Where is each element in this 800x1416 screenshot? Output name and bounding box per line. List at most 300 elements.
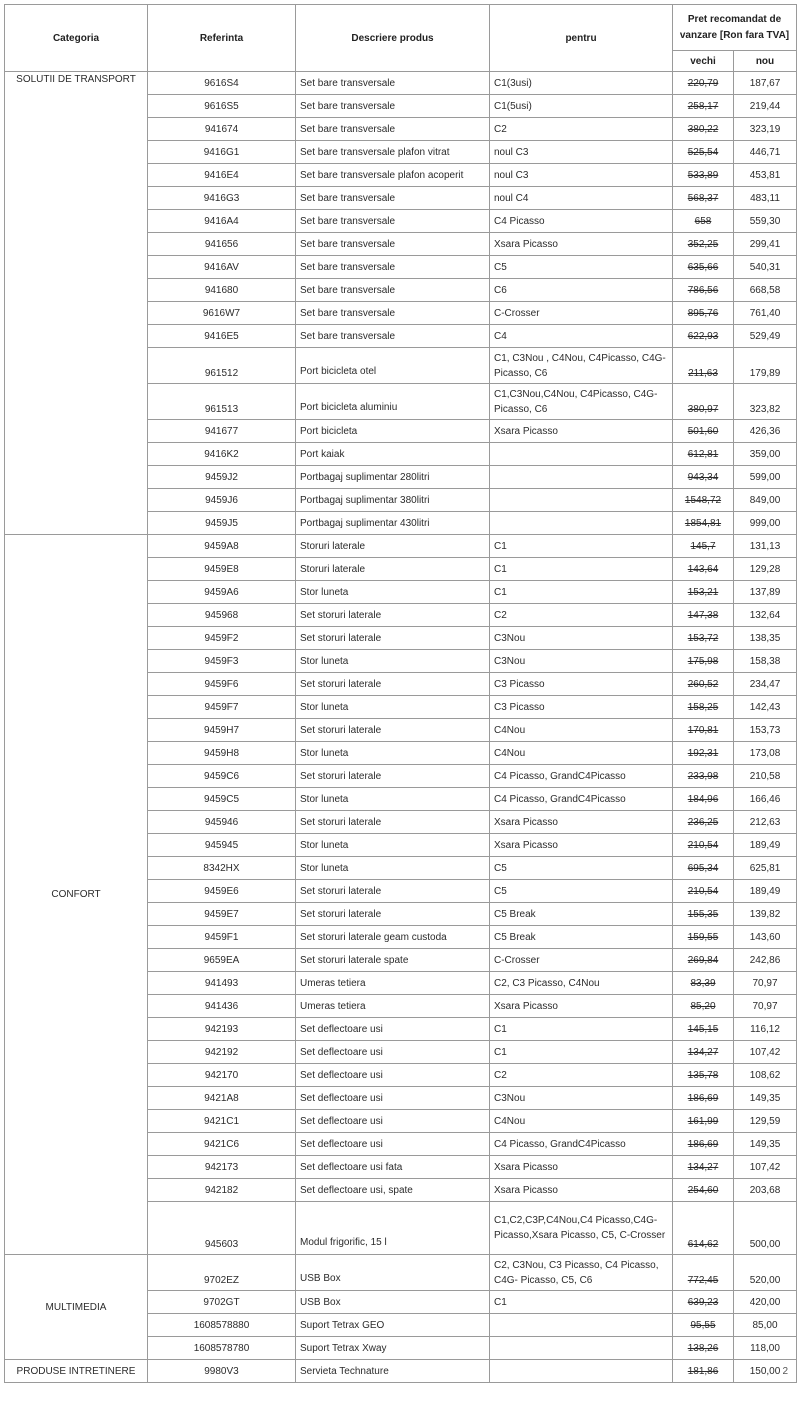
- reference-code: 9421C6: [148, 1133, 296, 1156]
- product-description: Stor luneta: [296, 742, 490, 765]
- category-cell: MULTIMEDIA: [5, 1255, 148, 1360]
- reference-code: 9702EZ: [148, 1255, 296, 1291]
- category-cell: PRODUSE INTRETINERE: [5, 1360, 148, 1383]
- old-price: 525,54: [687, 146, 719, 158]
- reference-code: 9459H8: [148, 742, 296, 765]
- product-description: Set bare transversale plafon vitrat: [296, 141, 490, 164]
- reference-code: 9421C1: [148, 1110, 296, 1133]
- product-description: Set storuri laterale geam custoda: [296, 926, 490, 949]
- new-price: 999,00: [734, 512, 797, 535]
- table-row: [5, 1255, 797, 1291]
- product-description: Storuri laterale: [296, 535, 490, 558]
- reference-code: 9659EA: [148, 949, 296, 972]
- reference-code: 8342HX: [148, 857, 296, 880]
- product-description: Umeras tetiera: [296, 972, 490, 995]
- reference-code: 942193: [148, 1018, 296, 1041]
- new-price: 118,00: [734, 1337, 797, 1360]
- compatible-models: C1: [490, 1291, 673, 1314]
- reference-code: 9459F6: [148, 673, 296, 696]
- old-price: 170,81: [687, 724, 719, 736]
- old-price: 352,25: [687, 238, 719, 250]
- reference-code: 9616S5: [148, 95, 296, 118]
- old-price: 158,25: [687, 701, 719, 713]
- old-price-cell: [673, 926, 734, 949]
- old-price: 186,69: [687, 1092, 719, 1104]
- old-price-cell: [673, 489, 734, 512]
- new-price: 849,00: [734, 489, 797, 512]
- old-price-cell: [673, 719, 734, 742]
- product-description: Stor luneta: [296, 857, 490, 880]
- reference-code: 961513: [148, 384, 296, 420]
- new-price: 107,42: [734, 1156, 797, 1179]
- product-description: Port kaiak: [296, 443, 490, 466]
- compatible-models: noul C4: [490, 187, 673, 210]
- old-price: 135,78: [687, 1069, 719, 1081]
- old-price-cell: [673, 325, 734, 348]
- reference-code: 941436: [148, 995, 296, 1018]
- old-price-cell: [673, 72, 734, 95]
- compatible-models: [490, 443, 673, 466]
- new-price: 70,97: [734, 995, 797, 1018]
- old-price-cell: [673, 1360, 734, 1383]
- old-price: 147,38: [687, 609, 719, 621]
- category-cell: CONFORT: [5, 535, 148, 1255]
- product-description: Port bicicleta: [296, 420, 490, 443]
- new-price: 187,67: [734, 72, 797, 95]
- reference-code: 941656: [148, 233, 296, 256]
- reference-code: 9459H7: [148, 719, 296, 742]
- product-description: Set storuri laterale: [296, 811, 490, 834]
- reference-code: 9459F3: [148, 650, 296, 673]
- old-price-cell: [673, 164, 734, 187]
- compatible-models: Xsara Picasso: [490, 995, 673, 1018]
- compatible-models: C1(5usi): [490, 95, 673, 118]
- new-price: 323,19: [734, 118, 797, 141]
- reference-code: 9416K2: [148, 443, 296, 466]
- compatible-models: C4: [490, 325, 673, 348]
- compatible-models: Xsara Picasso: [490, 233, 673, 256]
- reference-code: 945945: [148, 834, 296, 857]
- product-description: Set deflectoare usi: [296, 1064, 490, 1087]
- product-description: Set deflectoare usi: [296, 1133, 490, 1156]
- new-price: 500,00: [734, 1202, 797, 1255]
- reference-code: 9459F7: [148, 696, 296, 719]
- old-price-cell: [673, 302, 734, 325]
- old-price: 236,25: [687, 816, 719, 828]
- new-price: 189,49: [734, 880, 797, 903]
- product-description: Suport Tetrax Xway: [296, 1337, 490, 1360]
- old-price: 138,26: [687, 1342, 719, 1354]
- product-description: Set storuri laterale: [296, 604, 490, 627]
- old-price: 895,76: [687, 307, 719, 319]
- old-price: 639,23: [687, 1296, 719, 1308]
- product-description: Set bare transversale: [296, 279, 490, 302]
- product-description: Set storuri laterale: [296, 765, 490, 788]
- product-description: Set deflectoare usi: [296, 1110, 490, 1133]
- compatible-models: C4Nou: [490, 1110, 673, 1133]
- old-price-cell: [673, 384, 734, 420]
- new-price: 107,42: [734, 1041, 797, 1064]
- old-price: 175,98: [687, 655, 719, 667]
- old-price-cell: [673, 1087, 734, 1110]
- old-price: 134,27: [687, 1046, 719, 1058]
- reference-code: 945603: [148, 1202, 296, 1255]
- product-description: Set storuri laterale: [296, 719, 490, 742]
- new-price: 150,00: [734, 1360, 797, 1383]
- product-description: Set deflectoare usi: [296, 1087, 490, 1110]
- product-description: Set deflectoare usi: [296, 1018, 490, 1041]
- product-description: Port bicicleta aluminiu: [296, 384, 490, 420]
- compatible-models: C-Crosser: [490, 302, 673, 325]
- old-price: 786,56: [687, 284, 719, 296]
- compatible-models: C3Nou: [490, 1087, 673, 1110]
- compatible-models: [490, 1337, 673, 1360]
- product-description: Servieta Technature: [296, 1360, 490, 1383]
- product-description: Set bare transversale: [296, 256, 490, 279]
- reference-code: 9416A4: [148, 210, 296, 233]
- reference-code: 961512: [148, 348, 296, 384]
- compatible-models: C1(3usi): [490, 72, 673, 95]
- compatible-models: C2: [490, 604, 673, 627]
- product-description: Set bare transversale: [296, 302, 490, 325]
- product-description: Set bare transversale: [296, 233, 490, 256]
- compatible-models: C5: [490, 857, 673, 880]
- new-price: 139,82: [734, 903, 797, 926]
- compatible-models: Xsara Picasso: [490, 811, 673, 834]
- new-price: 599,00: [734, 466, 797, 489]
- old-price: 155,35: [687, 908, 719, 920]
- new-price: 212,63: [734, 811, 797, 834]
- reference-code: 9459A6: [148, 581, 296, 604]
- new-price: 299,41: [734, 233, 797, 256]
- compatible-models: C1,C3Nou,C4Nou, C4Picasso, C4G-Picasso, C6: [490, 384, 673, 420]
- old-price-cell: [673, 627, 734, 650]
- old-price-cell: [673, 742, 734, 765]
- old-price: 145,15: [687, 1023, 719, 1035]
- new-price: 426,36: [734, 420, 797, 443]
- old-price-cell: [673, 1041, 734, 1064]
- old-price: 211,63: [688, 368, 718, 379]
- header-new-price: nou: [734, 51, 797, 72]
- new-price: 149,35: [734, 1133, 797, 1156]
- old-price-cell: [673, 1255, 734, 1291]
- product-description: Set bare transversale plafon acoperit: [296, 164, 490, 187]
- old-price-cell: [673, 420, 734, 443]
- product-description: Set bare transversale: [296, 187, 490, 210]
- old-price-cell: [673, 466, 734, 489]
- product-description: Set bare transversale: [296, 72, 490, 95]
- new-price: 166,46: [734, 788, 797, 811]
- compatible-models: C1: [490, 558, 673, 581]
- old-price-cell: [673, 279, 734, 302]
- old-price-cell: [673, 1018, 734, 1041]
- compatible-models: Xsara Picasso: [490, 420, 673, 443]
- old-price: 220,79: [687, 77, 719, 89]
- compatible-models: C4Nou: [490, 719, 673, 742]
- product-description: Set bare transversale: [296, 325, 490, 348]
- product-description: Set deflectoare usi: [296, 1041, 490, 1064]
- reference-code: 941680: [148, 279, 296, 302]
- reference-code: 9459C6: [148, 765, 296, 788]
- old-price-cell: [673, 1179, 734, 1202]
- table-row: [5, 1360, 797, 1383]
- compatible-models: C-Crosser: [490, 949, 673, 972]
- old-price: 210,54: [687, 839, 719, 851]
- reference-code: 945946: [148, 811, 296, 834]
- old-price-cell: [673, 834, 734, 857]
- new-price: 129,59: [734, 1110, 797, 1133]
- new-price: 453,81: [734, 164, 797, 187]
- reference-code: 9416E4: [148, 164, 296, 187]
- compatible-models: Xsara Picasso: [490, 1179, 673, 1202]
- compatible-models: noul C3: [490, 164, 673, 187]
- reference-code: 9459E6: [148, 880, 296, 903]
- old-price: 159,55: [687, 931, 719, 943]
- compatible-models: C5: [490, 256, 673, 279]
- old-price: 501,60: [687, 425, 719, 437]
- new-price: 483,11: [734, 187, 797, 210]
- compatible-models: C4 Picasso, GrandC4Picasso: [490, 788, 673, 811]
- compatible-models: C1: [490, 581, 673, 604]
- old-price-cell: [673, 788, 734, 811]
- new-price: 446,71: [734, 141, 797, 164]
- old-price-cell: [673, 673, 734, 696]
- new-price: 540,31: [734, 256, 797, 279]
- new-price: 529,49: [734, 325, 797, 348]
- compatible-models: C5 Break: [490, 903, 673, 926]
- reference-code: 9459E8: [148, 558, 296, 581]
- product-description: Set storuri laterale: [296, 903, 490, 926]
- old-price: 695,34: [687, 862, 719, 874]
- new-price: 132,64: [734, 604, 797, 627]
- new-price: 173,08: [734, 742, 797, 765]
- reference-code: 1608578880: [148, 1314, 296, 1337]
- product-description: USB Box: [296, 1255, 490, 1291]
- old-price: 95,55: [690, 1319, 716, 1331]
- new-price: 137,89: [734, 581, 797, 604]
- old-price-cell: [673, 604, 734, 627]
- old-price-cell: [673, 880, 734, 903]
- reference-code: 9616S4: [148, 72, 296, 95]
- compatible-models: C2: [490, 118, 673, 141]
- reference-code: 9702GT: [148, 1291, 296, 1314]
- old-price-cell: [673, 443, 734, 466]
- reference-code: 9459F1: [148, 926, 296, 949]
- old-price-cell: [673, 857, 734, 880]
- compatible-models: C3Nou: [490, 627, 673, 650]
- new-price: 210,58: [734, 765, 797, 788]
- new-price: 108,62: [734, 1064, 797, 1087]
- compatible-models: C1: [490, 1018, 673, 1041]
- compatible-models: C1,C2,C3P,C4Nou,C4 Picasso,C4G-Picasso,Xsara Picasso, C5, C-Crosser: [490, 1202, 673, 1255]
- old-price-cell: [673, 903, 734, 926]
- old-price: 83,39: [690, 977, 716, 989]
- header-description: Descriere produs: [296, 5, 490, 72]
- compatible-models: C6: [490, 279, 673, 302]
- old-price: 658: [694, 215, 712, 227]
- reference-code: 9459F2: [148, 627, 296, 650]
- reference-code: 9459J5: [148, 512, 296, 535]
- product-description: Set deflectoare usi, spate: [296, 1179, 490, 1202]
- reference-code: 1608578780: [148, 1337, 296, 1360]
- old-price-cell: [673, 348, 734, 384]
- old-price: 943,34: [687, 471, 719, 483]
- new-price: 70,97: [734, 972, 797, 995]
- new-price: 234,47: [734, 673, 797, 696]
- old-price: 186,69: [687, 1138, 719, 1150]
- old-price-cell: [673, 765, 734, 788]
- old-price: 258,17: [687, 100, 719, 112]
- product-description: Stor luneta: [296, 788, 490, 811]
- old-price: 1854,81: [684, 517, 722, 529]
- reference-code: 942192: [148, 1041, 296, 1064]
- new-price: 116,12: [734, 1018, 797, 1041]
- old-price-cell: [673, 95, 734, 118]
- compatible-models: C5 Break: [490, 926, 673, 949]
- new-price: 138,35: [734, 627, 797, 650]
- table-row: [5, 72, 797, 95]
- new-price: 242,86: [734, 949, 797, 972]
- old-price: 380,22: [687, 123, 719, 135]
- header-for: pentru: [490, 5, 673, 72]
- product-description: Set storuri laterale: [296, 880, 490, 903]
- old-price: 143,64: [687, 563, 719, 575]
- product-description: Set bare transversale: [296, 118, 490, 141]
- compatible-models: [490, 466, 673, 489]
- new-price: 153,73: [734, 719, 797, 742]
- old-price-cell: [673, 811, 734, 834]
- compatible-models: C3 Picasso: [490, 673, 673, 696]
- old-price: 153,21: [687, 586, 719, 598]
- compatible-models: C1: [490, 535, 673, 558]
- old-price: 269,84: [687, 954, 719, 966]
- reference-code: 9459J2: [148, 466, 296, 489]
- old-price-cell: [673, 1133, 734, 1156]
- table-row: [5, 535, 797, 558]
- compatible-models: [490, 489, 673, 512]
- old-price-cell: [673, 650, 734, 673]
- compatible-models: C5: [490, 880, 673, 903]
- reference-code: 9416G1: [148, 141, 296, 164]
- old-price: 233,98: [687, 770, 719, 782]
- product-description: Portbagaj suplimentar 380litri: [296, 489, 490, 512]
- old-price-cell: [673, 558, 734, 581]
- product-description: Stor luneta: [296, 650, 490, 673]
- old-price: 1548,72: [684, 494, 722, 506]
- new-price: 179,89: [734, 348, 797, 384]
- reference-code: 9459A8: [148, 535, 296, 558]
- header-category: Categoria: [5, 5, 148, 72]
- old-price: 614,62: [687, 1239, 719, 1250]
- compatible-models: C2, C3Nou, C3 Picasso, C4 Picasso, C4G- Picasso, C5, C6: [490, 1255, 673, 1291]
- compatible-models: C4 Picasso: [490, 210, 673, 233]
- header-reference: Referinta: [148, 5, 296, 72]
- compatible-models: Xsara Picasso: [490, 1156, 673, 1179]
- old-price: 134,27: [687, 1161, 719, 1173]
- reference-code: 942173: [148, 1156, 296, 1179]
- header-old-price: vechi: [673, 51, 734, 72]
- compatible-models: C3 Picasso: [490, 696, 673, 719]
- old-price-cell: [673, 187, 734, 210]
- product-description: Stor luneta: [296, 696, 490, 719]
- product-description: Storuri laterale: [296, 558, 490, 581]
- old-price-cell: [673, 1314, 734, 1337]
- reference-code: 9459E7: [148, 903, 296, 926]
- old-price: 380,97: [687, 404, 719, 415]
- product-description: Umeras tetiera: [296, 995, 490, 1018]
- old-price: 192,31: [687, 747, 719, 759]
- new-price: 149,35: [734, 1087, 797, 1110]
- new-price: 129,28: [734, 558, 797, 581]
- old-price-cell: [673, 210, 734, 233]
- reference-code: 9421A8: [148, 1087, 296, 1110]
- product-description: USB Box: [296, 1291, 490, 1314]
- new-price: 189,49: [734, 834, 797, 857]
- reference-code: 9416E5: [148, 325, 296, 348]
- old-price-cell: [673, 1337, 734, 1360]
- product-description: Set bare transversale: [296, 95, 490, 118]
- reference-code: 941493: [148, 972, 296, 995]
- new-price: 323,82: [734, 384, 797, 420]
- product-description: Modul frigorific, 15 l: [296, 1202, 490, 1255]
- compatible-models: Xsara Picasso: [490, 834, 673, 857]
- product-description: Stor luneta: [296, 581, 490, 604]
- new-price: 219,44: [734, 95, 797, 118]
- product-description: Set storuri laterale: [296, 673, 490, 696]
- new-price: 520,00: [734, 1255, 797, 1291]
- old-price: 254,60: [687, 1184, 719, 1196]
- reference-code: 942170: [148, 1064, 296, 1087]
- reference-code: 945968: [148, 604, 296, 627]
- new-price: 359,00: [734, 443, 797, 466]
- compatible-models: C1: [490, 1041, 673, 1064]
- old-price-cell: [673, 233, 734, 256]
- price-table-sheet: [4, 4, 796, 1383]
- old-price: 260,52: [687, 678, 719, 690]
- old-price: 153,72: [687, 632, 719, 644]
- old-price-cell: [673, 1064, 734, 1087]
- compatible-models: C1, C3Nou , C4Nou, C4Picasso, C4G-Picasso, C6: [490, 348, 673, 384]
- reference-code: 9980V3: [148, 1360, 296, 1383]
- old-price-cell: [673, 512, 734, 535]
- compatible-models: [490, 1360, 673, 1383]
- old-price: 622,93: [687, 330, 719, 342]
- old-price: 161,99: [687, 1115, 719, 1127]
- old-price: 635,66: [687, 261, 719, 273]
- reference-code: 9459J6: [148, 489, 296, 512]
- old-price-cell: [673, 141, 734, 164]
- header-price-group: Pret recomandat de vanzare [Ron fara TVA]: [673, 5, 797, 51]
- reference-code: 9616W7: [148, 302, 296, 325]
- product-description: Portbagaj suplimentar 430litri: [296, 512, 490, 535]
- reference-code: 9416G3: [148, 187, 296, 210]
- old-price-cell: [673, 256, 734, 279]
- compatible-models: C2, C3 Picasso, C4Nou: [490, 972, 673, 995]
- compatible-models: noul C3: [490, 141, 673, 164]
- old-price-cell: [673, 1202, 734, 1255]
- old-price-cell: [673, 1110, 734, 1133]
- compatible-models: C4Nou: [490, 742, 673, 765]
- old-price-cell: [673, 1291, 734, 1314]
- old-price: 568,37: [687, 192, 719, 204]
- compatible-models: C2: [490, 1064, 673, 1087]
- page-number: 2: [782, 1366, 788, 1377]
- product-description: Set storuri laterale spate: [296, 949, 490, 972]
- reference-code: 941674: [148, 118, 296, 141]
- new-price: 559,30: [734, 210, 797, 233]
- compatible-models: [490, 512, 673, 535]
- category-cell: SOLUTII DE TRANSPORT: [5, 72, 148, 535]
